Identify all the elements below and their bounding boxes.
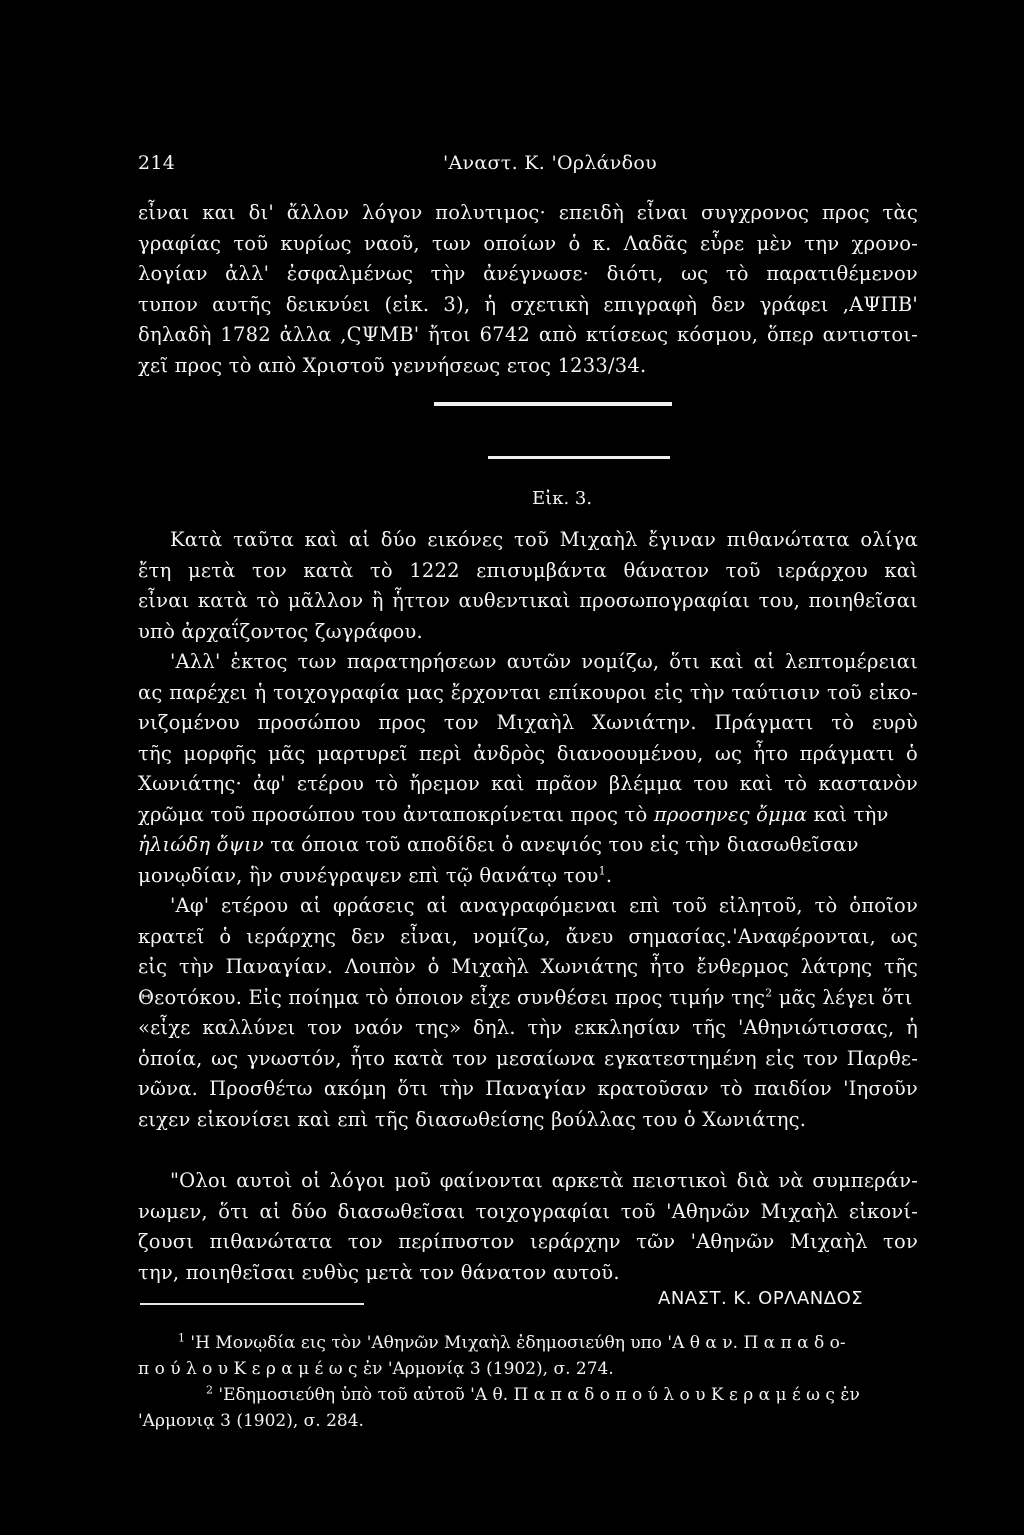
text-line: εἰς τὴν Παναγίαν. Λοιπὸν ὁ Μιχαὴλ Χωνιάτης ἦτο ἔνθερμος λάτρης τῆς <box>138 955 918 978</box>
footnote-mark: 1 <box>178 1331 185 1345</box>
text-line: ζουσι πιθανώτατα τον περίπυστον ιεράρχην τῶν 'Αθηνῶν Μιχαὴλ τον <box>138 1230 918 1253</box>
footnote-text: 'Εδημοσιεύθη ὑπὸ τοῦ αὐτοῦ 'Α θ. Π α π α δ ο π ο ύ λ ο υ Κ ε ρ α μ έ ω ς ἐν <box>218 1385 860 1405</box>
text-line: την, ποιηθεῖσαι ευθὺς μετὰ τον θάνατον αυτοῦ. <box>138 1260 620 1284</box>
footnote-text: 'Η Μονῳδία εις τὸν 'Αθηνῶν Μιχαὴλ ἐδημοσιεύθη υπο 'Α θ α ν. Π α π α δ ο- <box>190 1333 846 1353</box>
paragraph-2 <box>138 525 918 647</box>
figure-inscription-stroke-top <box>434 402 672 406</box>
text-line: ειχεν εἰκονίσει καὶ επὶ τῆς διασωθείσης βούλλας του ὁ Χωνιάτης. <box>138 1107 807 1131</box>
text-line: υπὸ ἀρχαΐζοντος ζωγράφου. <box>138 619 423 643</box>
text-line: εἶναι κατὰ τὸ μᾶλλον ἢ ἧττον αυθεντικαὶ προσωπογραφίαι του, ποιηθεῖσαι <box>138 589 918 612</box>
footnote-ref[interactable]: 2 <box>765 986 773 999</box>
text-line: νωμεν, ὅτι αἱ δύο διασωθεῖσαι τοιχογραφίαι τοῦ 'Αθηνῶν Μιχαὴλ εἰκονί- <box>138 1199 918 1223</box>
footnote-mark: 2 <box>206 1383 213 1397</box>
footnote-ref[interactable]: 1 <box>598 864 606 877</box>
text-line: λογίαν ἀλλ' ἐσφαλμένως τὴν ἀνέγνωσε· διότι, ως τὸ παρατιθέμενον <box>138 262 918 285</box>
text-line: ας παρέχει ἡ τοιχογραφία μας ἔρχονται επίκουροι εἰς τὴν ταύτισιν τοῦ εἰκο- <box>138 680 918 704</box>
footnote-1 <box>138 1330 918 1356</box>
footnotes <box>138 1330 918 1434</box>
text-span: μονῳδίαν, ἣν συνέγραψεν επὶ τῷ θανάτῳ του <box>138 863 599 887</box>
text-span: τα όποια τοῦ αποδίδει ὁ ανεψιός του εἰς τὴν διασωθεῖσαν <box>270 833 859 856</box>
text-span: καὶ τὴν <box>813 802 889 826</box>
paragraph-1 <box>138 198 918 381</box>
text-line: τῆς μορφῆς μᾶς μαρτυρεῖ περὶ ἀνδρὸς διανοουμένου, ως ἦτο πράγματι ὁ <box>138 741 918 765</box>
page-number: 214 <box>138 152 176 174</box>
text-line: τυπον αυτῆς δεικνύει (εἰκ. 3), ἡ σχετικὴ επιγραφὴ δεν γράφει ,ΑΨΠΒ' <box>138 292 918 316</box>
text-line: νῶνα. Προσθέτω ακόμη ὅτι τὴν Παναγίαν κρατοῦσαν τὸ παιδίον 'Ιησοῦν <box>138 1077 918 1100</box>
text-line <box>138 800 918 831</box>
figure-inscription-stroke-bottom <box>488 456 670 459</box>
footnote-1-cont: π ο ύ λ ο υ Κ ε ρ α μ έ ω ς ἐν 'Αρμονίᾳ 3 (1902), σ. 274. <box>138 1359 614 1379</box>
text-line: μονῳδίαν, ἣν συνέγραψεν επὶ τῷ θανάτῳ του$^1$. <box>138 863 613 887</box>
text-line <box>138 830 918 861</box>
text-line: 'Αλλ' ἐκτος των παρατηρήσεων αυτῶν νομίζω, ὅτι καὶ αἱ λεπτομέρειαι <box>170 650 918 673</box>
footnote-2 <box>138 1382 918 1408</box>
text-line: κρατεῖ ὁ ιεράρχης δεν εἶναι, νομίζω, ἄνευ σημασίας.'Αναφέρονται, ως <box>138 924 918 948</box>
text-line: εἶναι και δι' ἄλλον λόγον πολυτιμος· επειδὴ εἶναι συγχρονος προς τὰς <box>138 201 918 224</box>
text-line: 'Αφ' ετέρου αἱ φράσεις αἱ αναγραφόμεναι επὶ τοῦ εἰλητοῦ, τὸ ὁποῖον <box>170 894 918 917</box>
text-span: μᾶς λέγει ὅτι <box>778 985 913 1009</box>
text-line <box>138 983 918 1014</box>
text-span: Θεοτόκου. Εἰς ποίημα τὸ ὁποιον εἶχε συνθέσει προς τιμήν της <box>138 985 766 1009</box>
text-line: «εἶχε καλλύνει τον ναόν της» δηλ. τὴν εκκλησίαν τῆς 'Αθηνιώτισσας, ἡ <box>138 1016 918 1039</box>
italic-phrase: ἡλιώδη ὄψιν <box>138 833 264 856</box>
paragraph-5 <box>138 1166 918 1288</box>
text-line: δηλαδὴ 1782 ἀλλα ,ϚΨΜΒ' ἤτοι 6742 απὸ κτίσεως κόσμου, ὅπερ αντιστοι- <box>138 323 918 346</box>
text-line: Χωνιάτης· ἀφ' ετέρου τὸ ἤρεμον καὶ πρᾶον βλέμμα του καὶ τὸ καστανὸν <box>138 772 918 795</box>
footnote-2-cont: 'Αρμονιᾳ 3 (1902), σ. 284. <box>138 1411 364 1431</box>
figure-caption: Εἰκ. 3. <box>532 488 593 509</box>
paragraph-3 <box>138 647 918 891</box>
author-signature: ΑΝΑΣΤ. Κ. ΟΡΛΑΝΔΟΣ <box>658 1288 864 1309</box>
text-line: Κατὰ ταῦτα καὶ αἱ δύο εικόνες τοῦ Μιχαὴλ ἔγιναν πιθανώτατα ολίγα <box>170 528 918 551</box>
footnote-separator <box>140 1303 364 1305</box>
text-span: χρῶμα τοῦ προσώπου του ἀνταποκρίνεται προς τὸ <box>138 802 648 826</box>
text-line: χεῖ προς τὸ απὸ Χριστοῦ γεννήσεως ετος 1233/34. <box>138 353 647 377</box>
italic-phrase: προσηνες ὄμμα <box>653 802 808 826</box>
text-line: νιζομένου προσώπου προς τον Μιχαὴλ Χωνιάτην. Πράγματι τὸ ευρὺ <box>138 711 918 734</box>
text-line: ὁποία, ως γνωστόν, ἦτο κατὰ τον μεσαίωνα εγκατεστημένη εἰς τον Παρθε- <box>138 1046 918 1070</box>
text-line: ἔτη μετὰ τον κατὰ τὸ 1222 επισυμβάντα θάνατον τοῦ ιεράρχου καὶ <box>138 558 918 582</box>
paragraph-4 <box>138 891 918 1135</box>
text-line: "Ολοι αυτοὶ οἱ λόγοι μοῦ φαίνονται αρκετὰ πειστικοὶ διὰ νὰ συμπεράν- <box>170 1169 918 1192</box>
running-title: 'Αναστ. Κ. 'Ορλάνδου <box>443 152 657 174</box>
text-line: γραφίας τοῦ κυρίως ναοῦ, των οποίων ὁ κ. Λαδᾶς εὗρε μὲν την χρονο- <box>138 231 918 255</box>
